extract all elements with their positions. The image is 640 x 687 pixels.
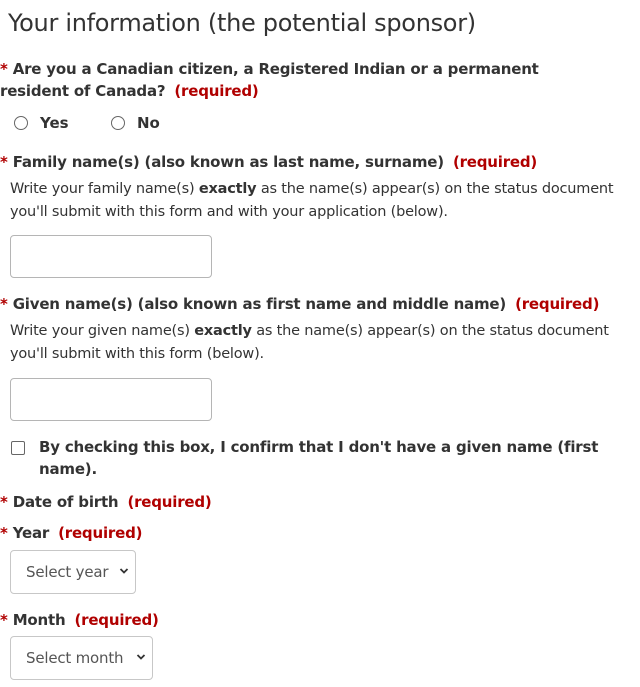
given-name-help-text: Write your given name(s) xyxy=(10,323,195,339)
required-asterisk: * xyxy=(0,60,8,78)
chevron-down-icon xyxy=(119,566,129,576)
month-label xyxy=(0,609,159,631)
radio-label-yes[interactable]: Yes xyxy=(40,114,69,132)
required-asterisk: * xyxy=(0,295,8,313)
given-name-help-emphasis: exactly xyxy=(194,323,252,339)
required-asterisk: * xyxy=(0,153,8,171)
year-label xyxy=(0,522,142,544)
required-asterisk: * xyxy=(0,611,8,629)
no-given-name-checkbox[interactable] xyxy=(11,441,25,455)
date-of-birth-label xyxy=(0,491,212,513)
radio-button-no[interactable] xyxy=(111,116,125,130)
family-name-label-text: Family name(s) (also known as last name, surname) xyxy=(12,153,444,171)
given-name-label-text: Given name(s) (also known as first name and middle name) xyxy=(12,295,507,313)
year-select[interactable] xyxy=(10,550,136,594)
radio-button-yes[interactable] xyxy=(14,116,28,130)
family-name-label xyxy=(0,151,630,173)
month-select[interactable] xyxy=(10,636,153,680)
year-select-value: Select year xyxy=(26,563,109,581)
required-asterisk: * xyxy=(0,524,8,542)
required-tag: (required) xyxy=(452,153,538,171)
given-name-help xyxy=(10,320,630,366)
section-heading: Your information (the potential sponsor) xyxy=(8,9,476,37)
radio-label-no[interactable]: No xyxy=(137,114,160,132)
required-asterisk: * xyxy=(0,493,8,511)
family-name-help xyxy=(10,178,630,224)
radio-option-no[interactable] xyxy=(111,112,160,134)
required-tag: (required) xyxy=(174,82,259,100)
given-name-input[interactable] xyxy=(10,378,212,421)
required-tag: (required) xyxy=(74,611,159,629)
no-given-name-checkbox-label[interactable]: By checking this box, I confirm that I don't have a given name (first name). xyxy=(39,438,599,478)
month-select-value: Select month xyxy=(26,649,124,667)
required-tag: (required) xyxy=(127,493,212,511)
citizen-question-label xyxy=(0,58,610,102)
given-name-label xyxy=(0,293,630,315)
radio-option-yes[interactable] xyxy=(14,112,69,134)
family-name-help-emphasis: exactly xyxy=(198,181,257,197)
month-label-text: Month xyxy=(12,611,66,629)
required-tag: (required) xyxy=(58,524,143,542)
family-name-help-text: Write your family name(s) xyxy=(10,181,199,197)
family-name-input[interactable] xyxy=(10,235,212,278)
family-name-help-text-rest: as the name(s) appear(s) on the status document you'll submit with this form and with your application (below). xyxy=(10,181,614,220)
given-name-help-text-rest: as the name(s) appear(s) on the status document you'll submit with this form (below). xyxy=(10,323,609,362)
year-label-text: Year xyxy=(12,524,50,542)
chevron-down-icon xyxy=(136,652,146,662)
required-tag: (required) xyxy=(515,295,600,313)
date-of-birth-label-text: Date of birth xyxy=(12,493,119,511)
citizen-question-text: Are you a Canadian citizen, a Registered Indian or a permanent resident of Canada? xyxy=(0,60,539,100)
